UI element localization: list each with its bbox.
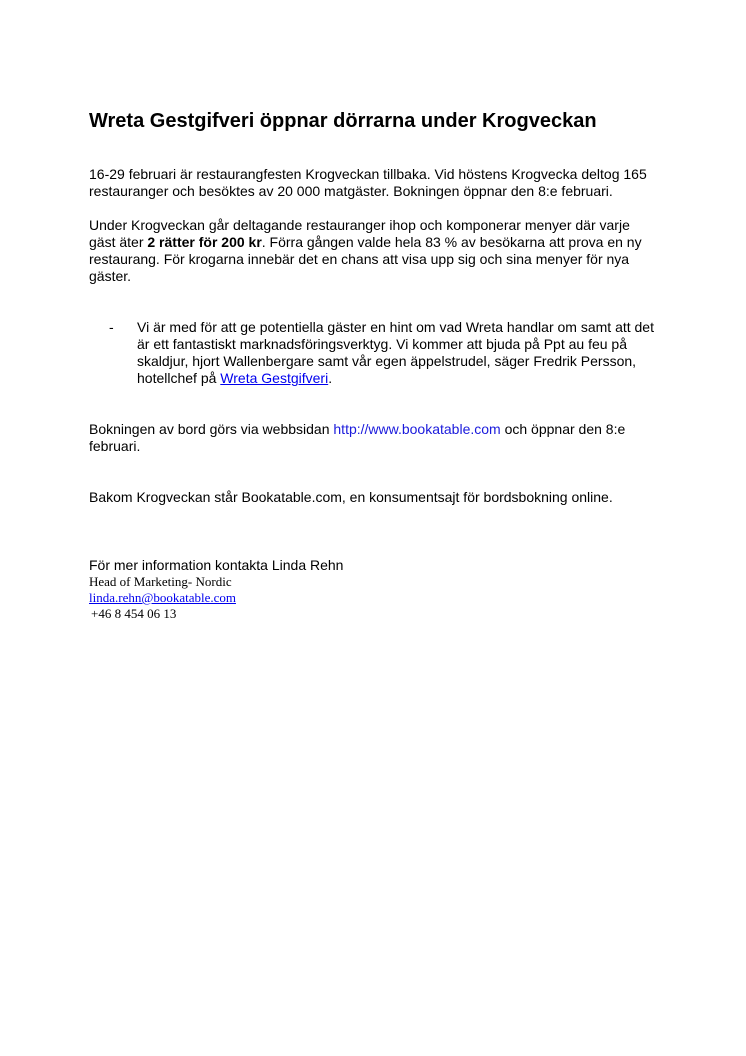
quote-text: Vi är med för att ge potentiella gäster en hint om vad Wreta handlar om samt att det är ett fantastiskt marknadsföringsverktyg. Vi kommer att bjuda på Ppt au feu på skaldjur, hjort Wallenbergare samt vår egen äppelstrudel, säger Fredrik Persson, hotellchef på (137, 319, 654, 386)
contact-phone: +46 8 454 06 13 (91, 606, 177, 621)
quote-end: . (328, 370, 333, 386)
paragraph-menu-text-end: . Förra gången valde hela 83 % av besökarna att prova en ny restaurang. För krogarna innebär det en chans att visa upp sig och sina menyer för nya gäster. (89, 234, 642, 284)
paragraph-booking-text-start: Bokningen av bord görs via webbsidan (89, 421, 334, 437)
document-page (89, 108, 659, 622)
price-highlight: 2 rätter för 200 kr (147, 234, 262, 250)
paragraph-about: Bakom Krogveckan står Bookatable.com, en konsumentsajt för bordsbokning online. (89, 489, 613, 505)
paragraph-menu-text-start: Under Krogveckan går deltagande restauranger ihop och komponerar menyer där varje gäst äter (89, 217, 630, 250)
contact-email-link[interactable]: linda.rehn@bookatable.com (89, 590, 236, 605)
wreta-gestgifveri-link[interactable]: Wreta Gestgifveri (220, 370, 329, 386)
paragraph-menu (89, 217, 659, 285)
contact-intro: För mer information kontakta Linda Rehn (89, 557, 344, 573)
quote-block (89, 319, 659, 387)
document-title: Wreta Gestgifveri öppnar dörrarna under Krogveckan (89, 110, 597, 132)
contact-block (89, 557, 659, 622)
quote-dash: - (109, 319, 114, 335)
bookatable-url-link[interactable]: http://www.bookatable.com (333, 421, 501, 437)
paragraph-booking-text-end: och öppnar den 8:e februari. (89, 421, 626, 454)
paragraph-intro: 16-29 februari är restaurangfesten Krogveckan tillbaka. Vid höstens Krogvecka deltog 165 restauranger och besöktes av 20 000 matgäster. Bokningen öppnar den 8:e februari. (89, 166, 647, 199)
contact-role: Head of Marketing- Nordic (89, 574, 232, 589)
paragraph-booking (89, 421, 659, 455)
